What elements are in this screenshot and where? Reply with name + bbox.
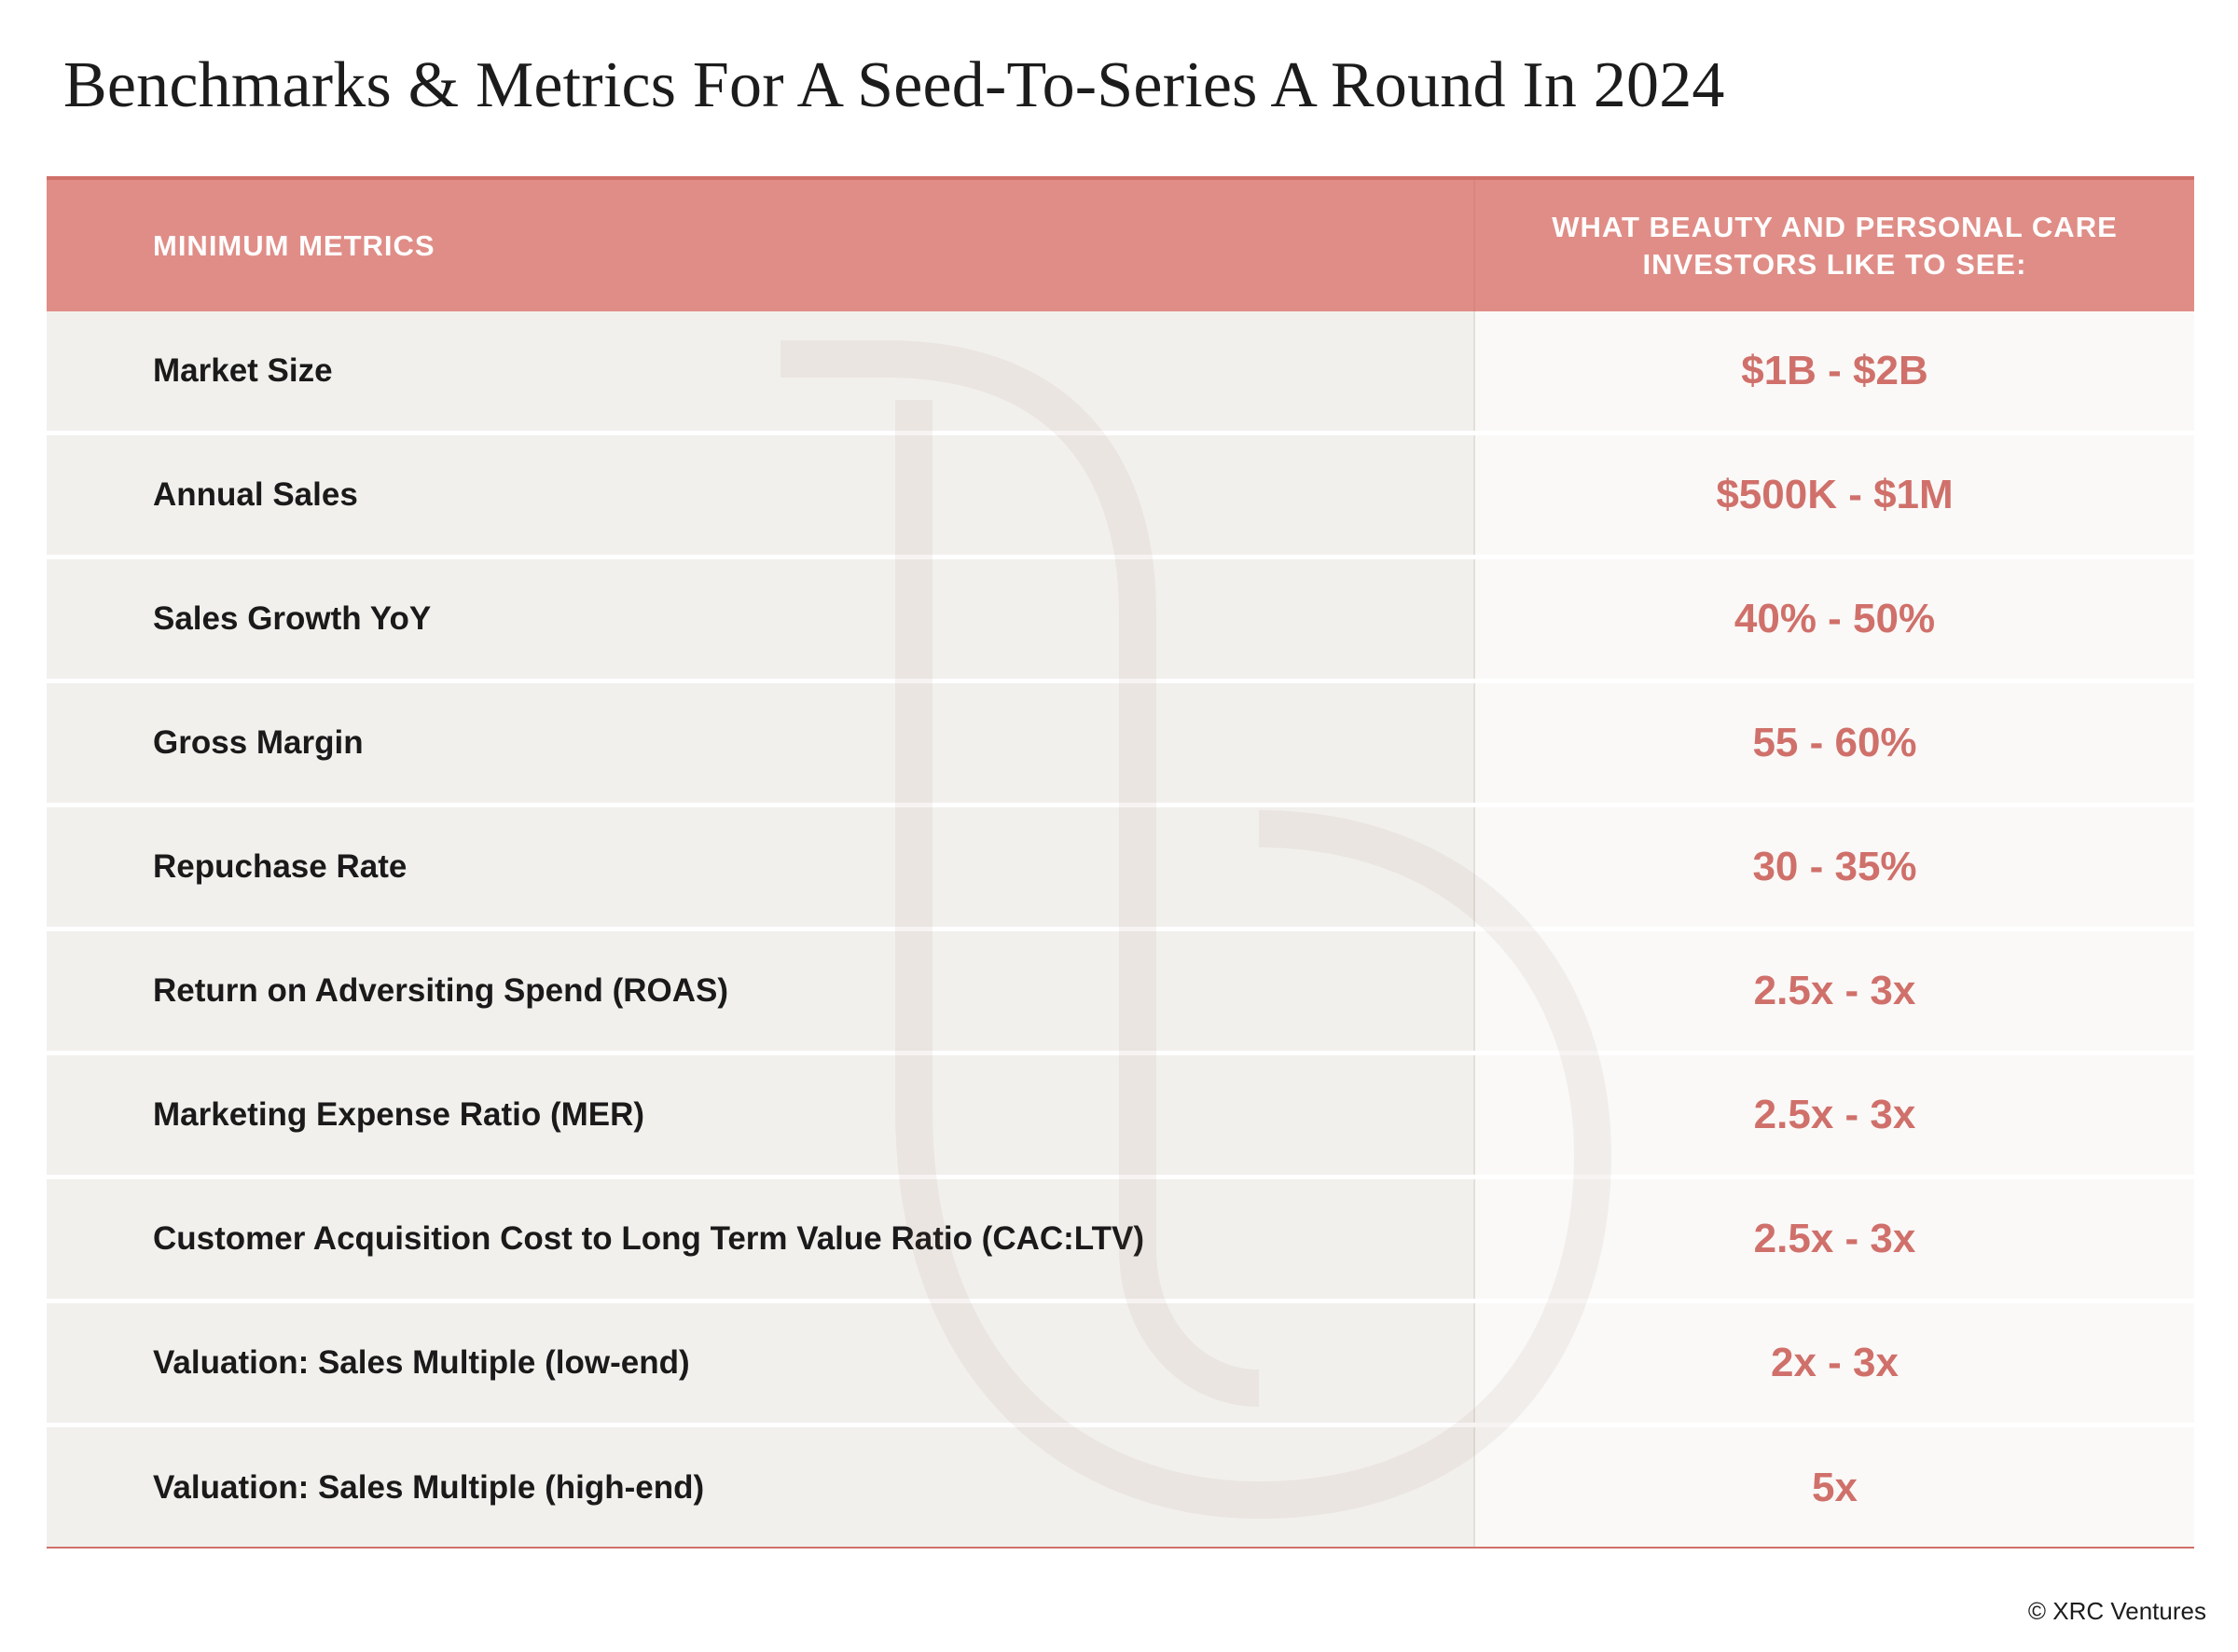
metric-value: 2x - 3x [1771,1340,1899,1385]
metrics-table [47,176,2194,1549]
metric-label: Annual Sales [153,476,358,513]
table-row [47,1055,2194,1175]
header-investor-expectation [1475,180,2194,311]
metric-label: Market Size [153,352,333,389]
table-row [47,1303,2194,1423]
metric-value: $1B - $2B [1741,348,1928,393]
metric-value: 2.5x - 3x [1753,1092,1916,1137]
value-cell [1475,931,2194,1051]
table-body [47,311,2194,1549]
metric-cell [47,1179,1473,1299]
value-cell [1475,1427,2194,1549]
metric-value: 5x [1812,1465,1858,1510]
value-cell [1475,683,2194,803]
table-row [47,931,2194,1051]
metric-label: Marketing Expense Ratio (MER) [153,1096,645,1133]
metric-cell [47,435,1473,555]
metric-label: Valuation: Sales Multiple (high-end) [153,1469,705,1506]
header-minimum-metrics: MINIMUM METRICS [153,228,435,262]
table-row [47,435,2194,555]
metric-cell [47,1427,1473,1549]
metric-label: Return on Adversiting Spend (ROAS) [153,972,729,1009]
metric-label: Valuation: Sales Multiple (low-end) [153,1344,690,1381]
table-row [47,683,2194,803]
header-investor-expectation-label: WHAT BEAUTY AND PERSONAL CARE INVESTORS LIKE TO SEE: [1552,210,2118,281]
metric-value: $500K - $1M [1716,472,1954,517]
value-cell [1475,435,2194,555]
metric-cell [47,807,1473,927]
metric-cell [47,931,1473,1051]
metric-cell [47,1055,1473,1175]
metric-value: 40% - 50% [1734,596,1936,641]
metric-cell [47,1303,1473,1423]
value-cell [1475,1179,2194,1299]
metric-cell [47,683,1473,803]
metric-label: Repuchase Rate [153,848,408,885]
metric-value: 2.5x - 3x [1753,968,1916,1013]
metric-label: Customer Acquisition Cost to Long Term Value Ratio (CAC:LTV) [153,1220,1144,1257]
value-cell [1475,311,2194,431]
value-cell [1475,807,2194,927]
table-row [47,1179,2194,1299]
table-header [47,176,2194,311]
metric-cell [47,559,1473,679]
metric-value: 2.5x - 3x [1753,1216,1916,1261]
table-row [47,311,2194,431]
metric-value: 55 - 60% [1752,720,1917,765]
metric-value: 30 - 35% [1752,844,1917,889]
value-cell [1475,1055,2194,1175]
copyright-notice: © XRC Ventures [2027,1597,2206,1625]
metric-cell [47,311,1473,431]
table-row [47,807,2194,927]
metric-label: Sales Growth YoY [153,600,432,637]
page-title: Benchmarks & Metrics For A Seed-To-Series A Round In 2024 [63,49,1725,121]
metric-label: Gross Margin [153,724,364,761]
value-cell [1475,1303,2194,1423]
table-row [47,1427,2194,1549]
value-cell [1475,559,2194,679]
table-row [47,559,2194,679]
table-bottom-rule [47,1547,2194,1549]
